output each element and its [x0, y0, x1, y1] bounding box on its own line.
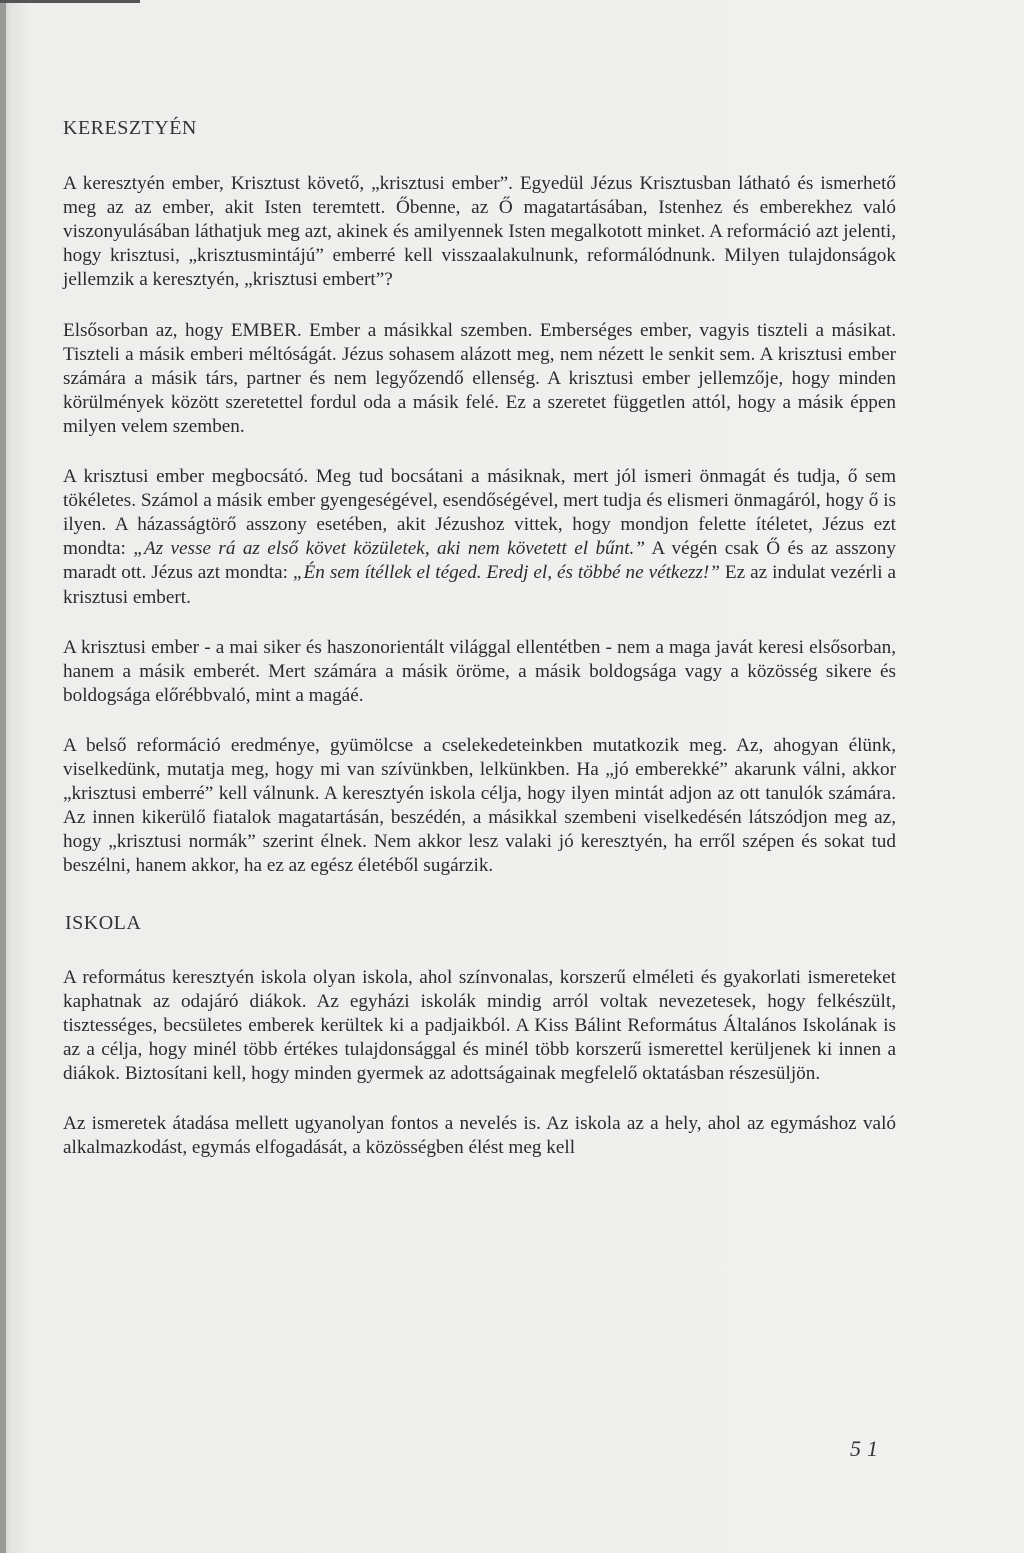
paragraph-2: Elsősorban az, hogy EMBER. Ember a másikkal szemben. Emberséges ember, vagyis tiszteli a másikat. Tiszteli a másik emberi méltóságát. Jézus sohasem alázott meg, nem nézett le senkit sem. A krisztusi ember számára a másik társ, partner és nem legyőzendő ellenség. A krisztusi ember jellemzője, hogy minden körülmények között szeretettel fordul oda a másik felé. Ez a szeretet független attól, hogy a másik éppen milyen velem szemben.: [63, 319, 896, 437]
paragraph-5: A belső reformáció eredménye, gyümölcse a cselekedeteinkben mutatkozik meg. Az, ahogyan élünk, viselkedünk, mutatja meg, hogy mi van szívünkben, lelkünkben. Ha „jó emberekké” akarunk válni, akkor „krisztusi emberré” kell válnunk. A keresztyén iskola célja, hogy ilyen mintát adjon az ott tanulók számára. Az innen kikerülő fiatalok magatartásán, beszédén, a másikkal szembeni viselkedésén látszódjon meg az, hogy „krisztusi normák” szerint élnek. Nem akkor lesz valaki jó keresztyén, ha erről szépen és sokat tud beszélni, hanem akkor, ha ez az egész életéből sugárzik.: [63, 734, 896, 877]
page-spine-shadow: [0, 0, 6, 1553]
paragraph-3: [63, 465, 896, 610]
section-heading-keresztyen: KERESZTYÉN: [63, 117, 197, 139]
paragraph-4: A krisztusi ember - a mai siker és haszonorientált világgal ellentétben - nem a maga javát keresi elsősorban, hanem a másik emberét. Mert számára a másik öröme, a másik boldogsága vagy a közösség sikere és boldogsága előrébbvaló, mint a magáé.: [63, 636, 896, 706]
paragraph-3-text-start: A krisztusi ember megbocsátó. Meg tud bocsátani a másiknak, mert jól ismeri önmagát és tudja, ő sem tökéletes. Számol a másik ember gyengeségével, esendőségével, mert tudja és elismeri önmagáról, hogy ő is ilyen. A házasságtörő asszony esetében, akit Jézushoz vittek, hogy mondjon felette ítéletet, Jézus ezt mondta:: [63, 466, 896, 560]
page-content: [63, 116, 896, 1186]
page-number: 51: [850, 1436, 884, 1461]
paragraph-1: A keresztyén ember, Krisztust követő, „krisztusi ember”. Egyedül Jézus Krisztusban látható és ismerhető meg az az ember, akit Isten teremtett. Őbenne, az Ő magatartásában, Istenhez és emberekhez való viszonyulásában láthatjuk meg azt, akinek és amilyennek Isten megalkotott minket. A reformáció azt jelenti, hogy krisztusi, „krisztusmintájú” emberré kell visszaalakulnunk, reformálódnunk. Milyen tulajdonságok jellemzik a keresztyén, „krisztusi embert”?: [63, 173, 896, 291]
section-heading-iskola: ISKOLA: [65, 912, 142, 935]
paragraph-7: Az ismeretek átadása mellett ugyanolyan fontos a nevelés is. Az iskola az a hely, ahol az egymáshoz való alkalmazkodást, egymás elfogadását, a közösségben élést meg kell: [63, 1113, 896, 1159]
scan-edge-mark: [0, 0, 140, 3]
paragraph-6: A református keresztyén iskola olyan iskola, ahol színvonalas, korszerű elméleti és gyakorlati ismereteket kaphatnak az odajáró diákok. Az egyházi iskolák mindig arról voltak nevezetesek, hogy felkészült, tisztességes, becsületes emberek kerültek ki a padjaikból. A Kiss Bálint Református Általános Iskolának is az a célja, hogy minél több értékes tulajdonsággal és minél több korszerű ismerettel kerüljenek ki innen a diákok. Biztosítani kell, hogy minden gyermek az adottságainak megfelelő oktatásban részesüljön.: [63, 966, 896, 1084]
paragraph-3-text-end: Ez az indulat vezérli a krisztusi embert.: [63, 562, 896, 608]
paragraph-3-quote-2: „Én sem ítéllek el téged. Eredj el, és többé ne vétkezz!”: [292, 562, 720, 584]
paragraph-3-quote-1: „Az vesse rá az első követ közületek, aki nem követett el bűnt.”: [133, 538, 646, 560]
paragraph-3-text-mid: A végén csak Ő és az asszony maradt ott. Jézus azt mondta:: [63, 538, 896, 584]
